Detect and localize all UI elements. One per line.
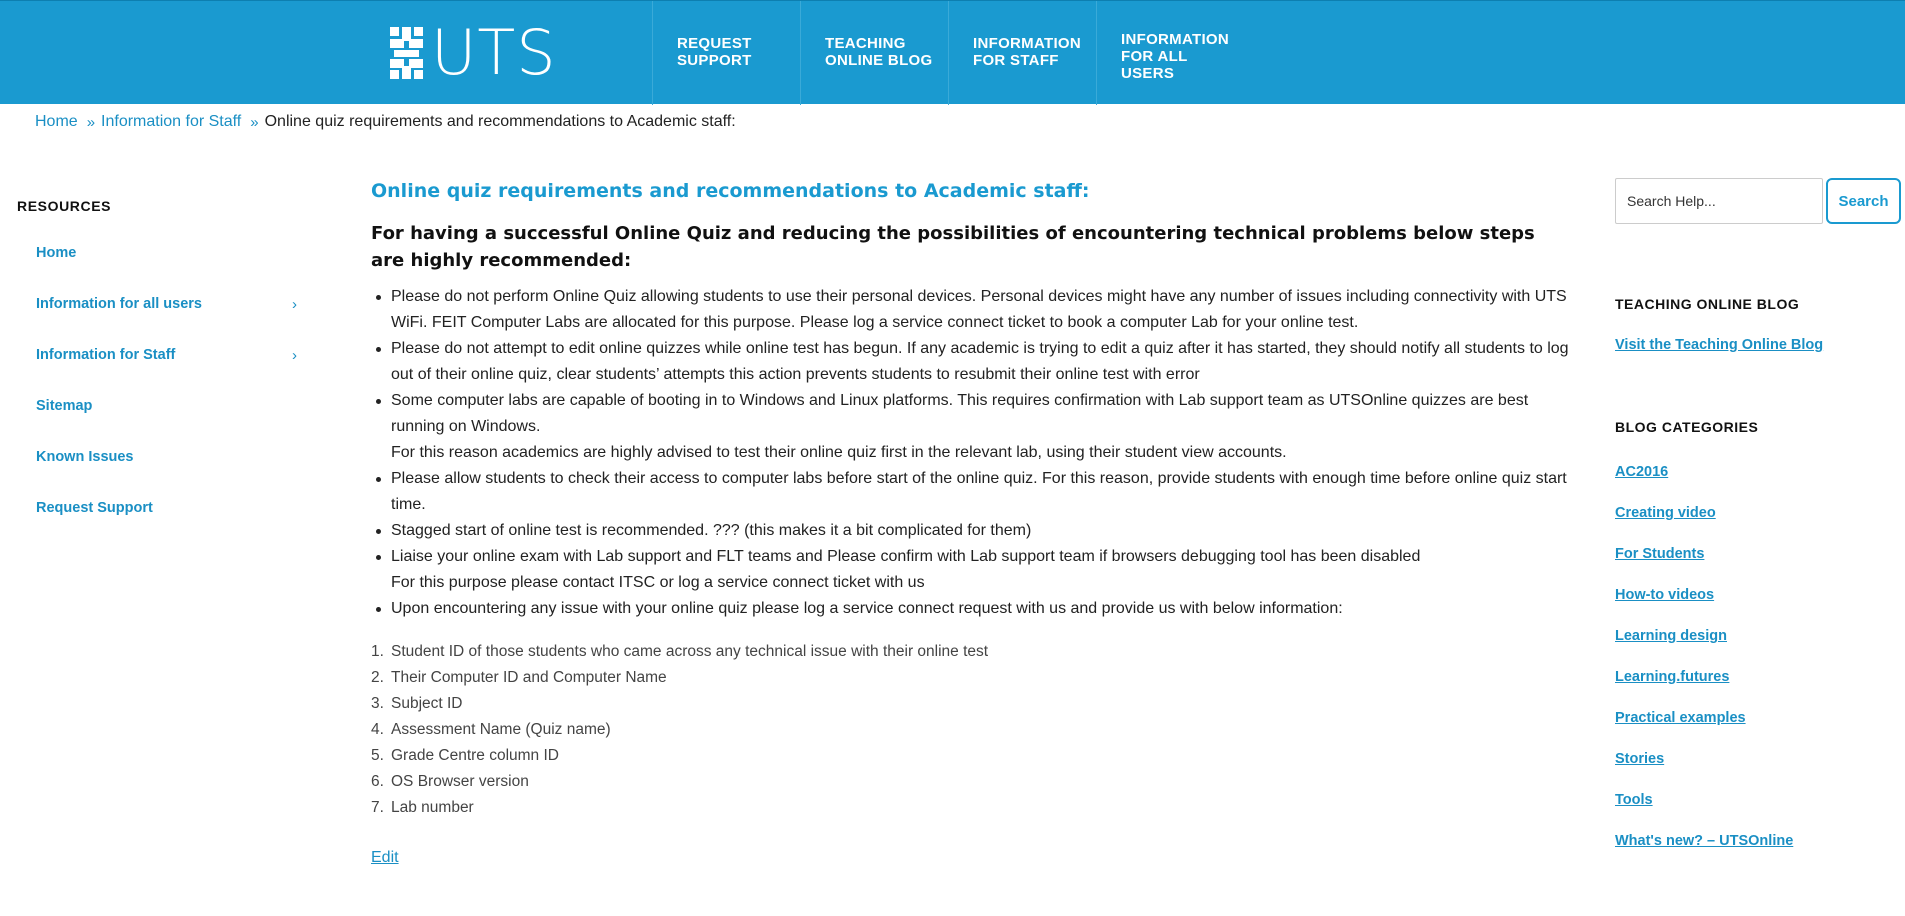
chevron-right-icon[interactable]: › <box>292 296 297 313</box>
list-item-extra: For this reason academics are highly advised to test their online quiz first in the relevant lab, using their student view accounts. <box>391 444 1287 461</box>
information-steps-list <box>371 639 1571 821</box>
nav-label-line: USERS <box>1121 65 1175 82</box>
edit-link[interactable]: Edit <box>371 849 399 866</box>
breadcrumb-current: Online quiz requirements and recommendations to Academic staff: <box>264 113 736 130</box>
nav-label-line: TEACHING <box>825 35 906 52</box>
sidebar-item-label: Known Issues <box>36 449 134 465</box>
sidebar-item-label: Home <box>36 245 77 261</box>
list-item-text: Stagged start of online test is recommended. ??? (this makes it a bit complicated for them) <box>391 522 1032 539</box>
category-link-practical-examples[interactable]: Practical examples <box>1615 710 1746 726</box>
step-text: Assessment Name (Quiz name) <box>391 721 611 738</box>
list-item <box>371 717 1571 743</box>
breadcrumb-information-for-staff[interactable]: Information for Staff <box>101 113 242 130</box>
chevron-right-icon[interactable]: › <box>292 347 297 364</box>
nav-label-line: FOR STAFF <box>973 52 1059 69</box>
sidebar-item-sitemap[interactable] <box>17 398 317 449</box>
sidebar-item-label: Request Support <box>36 500 153 516</box>
list-item <box>371 466 1571 518</box>
nav-label-line: FOR ALL <box>1121 48 1188 65</box>
page-title: Online quiz requirements and recommendations to Academic staff: <box>371 180 1090 202</box>
right-sidebar <box>1615 178 1905 874</box>
list-item-text: Please allow students to check their access to computer labs before start of the online quiz. For this reason, provide students with enough time before online quiz start time. <box>391 470 1567 513</box>
category-link-how-to-videos[interactable]: How-to videos <box>1615 587 1715 603</box>
search-button[interactable]: Search <box>1826 178 1901 224</box>
list-item-text: Liaise your online exam with Lab support and FLT teams and Please confirm with Lab support team if browsers debugging tool has been disabled <box>391 548 1421 565</box>
nav-teaching-online-blog[interactable] <box>800 1 948 105</box>
list-item-extra: For this purpose please contact ITSC or log a service connect ticket with us <box>391 574 925 591</box>
sidebar-item-label: Sitemap <box>36 398 93 414</box>
step-text: Student ID of those students who came across any technical issue with their online test <box>391 643 989 660</box>
list-item <box>371 388 1571 466</box>
category-link-ac2016[interactable]: AC2016 <box>1615 464 1669 480</box>
logo-text: UTS <box>431 16 557 89</box>
step-number: 1. <box>371 643 384 660</box>
step-text: Their Computer ID and Computer Name <box>391 669 667 686</box>
nav-label-line: REQUEST <box>677 35 752 52</box>
nav-information-for-staff[interactable] <box>948 1 1096 105</box>
list-item <box>371 639 1571 665</box>
breadcrumb <box>35 113 736 131</box>
step-number: 3. <box>371 695 384 712</box>
list-item <box>371 518 1571 544</box>
sidebar-item-information-for-all-users[interactable] <box>17 296 317 347</box>
page-subtitle: For having a successful Online Quiz and reducing the possibilities of encountering technical problems below steps are highly recommended: <box>371 223 1535 271</box>
list-item <box>371 769 1571 795</box>
step-text: Lab number <box>391 799 474 816</box>
category-link-learning-design[interactable]: Learning design <box>1615 628 1727 644</box>
search-input[interactable] <box>1615 178 1823 224</box>
step-number: 7. <box>371 799 384 816</box>
visit-blog-link[interactable]: Visit the Teaching Online Blog <box>1615 337 1824 353</box>
list-item-text: Upon encountering any issue with your online quiz please log a service connect request with us and provide us with below information: <box>391 600 1343 617</box>
list-item-text: Please do not perform Online Quiz allowing students to use their personal devices. Personal devices might have any number of issues including connectivity with UTS WiFi. FEIT Computer Labs are allocated for this purpose. Please log a service connect ticket to book a computer Lab for your online test. <box>391 288 1567 331</box>
categories-heading: BLOG CATEGORIES <box>1615 419 1759 435</box>
breadcrumb-separator-icon: » <box>86 113 96 131</box>
resources-sidebar <box>17 198 317 551</box>
step-text: Subject ID <box>391 695 463 712</box>
list-item <box>371 596 1571 622</box>
list-item <box>371 544 1571 596</box>
list-item <box>371 795 1571 821</box>
list-item <box>371 691 1571 717</box>
list-item-text: Please do not attempt to edit online quizzes while online test has begun. If any academic is trying to edit a quiz after it has started, they should notify all students to log out of their online quiz, clear students’ attempts this action prevents students to resubmit their online test with error <box>391 340 1569 383</box>
category-link-stories[interactable]: Stories <box>1615 751 1665 767</box>
sidebar-heading: RESOURCES <box>17 198 112 214</box>
breadcrumb-home[interactable]: Home <box>35 113 78 130</box>
sidebar-item-home[interactable] <box>17 245 317 296</box>
list-item <box>371 336 1571 388</box>
step-number: 4. <box>371 721 384 738</box>
nav-label-line: INFORMATION <box>973 35 1082 52</box>
category-link-for-students[interactable]: For Students <box>1615 546 1705 562</box>
sidebar-item-request-support[interactable] <box>17 500 317 551</box>
uts-logo[interactable] <box>390 16 557 89</box>
nav-label-line: ONLINE BLOG <box>825 52 933 69</box>
uts-logo-icon <box>390 27 423 79</box>
sidebar-item-label: Information for Staff <box>36 347 176 363</box>
step-number: 2. <box>371 669 384 686</box>
category-list <box>1615 464 1905 874</box>
list-item <box>371 284 1571 336</box>
list-item <box>371 665 1571 691</box>
step-number: 5. <box>371 747 384 764</box>
blog-heading: TEACHING ONLINE BLOG <box>1615 296 1800 312</box>
sidebar-item-information-for-staff[interactable] <box>17 347 317 398</box>
category-link-whats-new[interactable]: What's new? – UTSOnline <box>1615 833 1794 849</box>
step-text: OS Browser version <box>391 773 529 790</box>
nav-label-line: INFORMATION <box>1121 31 1230 48</box>
category-link-learning-futures[interactable]: Learning.futures <box>1615 669 1730 685</box>
step-number: 6. <box>371 773 384 790</box>
list-item-text: Some computer labs are capable of booting in to Windows and Linux platforms. This requires confirmation with Lab support team as UTSOnline quizzes are best running on Windows. <box>391 392 1529 435</box>
breadcrumb-separator-icon: » <box>250 113 259 131</box>
search-form <box>1615 178 1905 224</box>
sidebar-item-known-issues[interactable] <box>17 449 317 500</box>
nav-information-for-all-users[interactable] <box>1096 1 1244 105</box>
list-item <box>371 743 1571 769</box>
nav-request-support[interactable] <box>652 1 800 105</box>
nav-label-line: SUPPORT <box>677 52 752 69</box>
site-header <box>0 0 1905 104</box>
main-content <box>371 180 1571 867</box>
sidebar-item-label: Information for all users <box>36 296 202 312</box>
category-link-creating-video[interactable]: Creating video <box>1615 505 1716 521</box>
main-nav <box>652 1 1244 105</box>
recommendation-list <box>371 284 1571 622</box>
step-text: Grade Centre column ID <box>391 747 559 764</box>
category-link-tools[interactable]: Tools <box>1615 792 1653 808</box>
